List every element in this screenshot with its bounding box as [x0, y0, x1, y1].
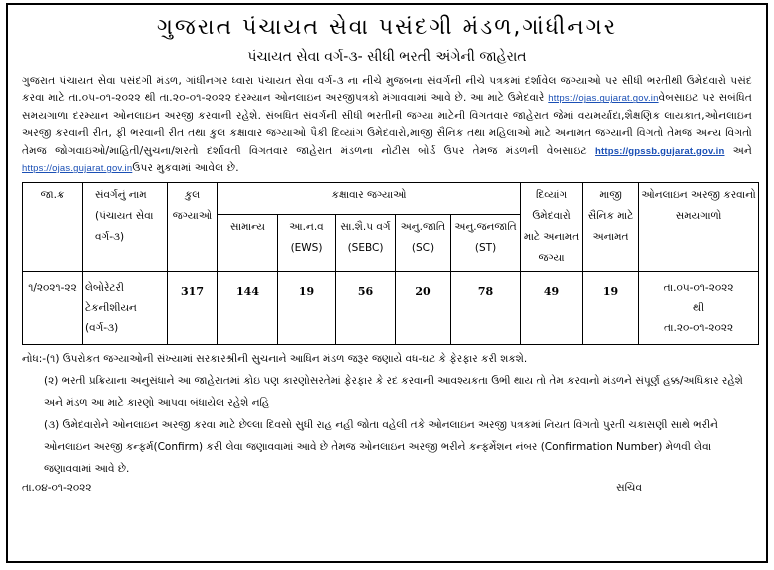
advertisement-page	[6, 3, 768, 563]
cell-sebc: 56	[336, 272, 396, 345]
cell-cadre: લેબોરેટરી ટેકનીશીયન (વર્ગ-૩)	[83, 272, 168, 345]
page-subtitle: પંચાયત સેવા વર્ગ-૩- સીધી ભરતી અંગેની જાહેરાત	[247, 49, 527, 65]
footer	[22, 482, 752, 495]
cell-ex-servicemen: 19	[583, 272, 639, 345]
ojas-link-2[interactable]: https://ojas.gujarat.gov.in	[22, 163, 133, 175]
intro-text-1: ગુજરાત પંચાયત સેવા પસંદગી મંડળ, ગાંધીનગર ધ્વારા પંચાયત સેવા વર્ગ-૩ ના નીચે મુજબના સંવર્ગની નીચે પત્રકમાં દર્શાવેલ જગ્યાઓ પર સીધી ભરતીથી ઉમેદવારો પસંદ કરવા માટે તા.૦૫-૦૧-૨૦૨૨ થી તા.૨૦-૦૧-૨૦૨૨ દરમ્યાન ઓનલાઇન અરજીપત્રકો મંગાવવામાં આવે છે. આ માટે ઉમેદવારે	[22, 75, 752, 105]
header-sebc: સા.શૈ.પ વર્ગ (SEBC)	[336, 215, 396, 272]
table-row	[23, 272, 759, 345]
header-sr: જા.ક્ર	[23, 183, 83, 272]
header-disabled: દિવ્યાંગ ઉમેદવારો માટે અનામત જગ્યા	[521, 183, 583, 272]
cell-st: 78	[451, 272, 521, 345]
cell-general: 144	[218, 272, 278, 345]
header-ews: આ.ન.વ (EWS)	[278, 215, 336, 272]
footer-date: તા.૦૪-૦૧-૨૦૨૨	[22, 482, 92, 495]
note-1: નોધ:-(૧) ઉપરોકત જગ્યાઓની સંખ્યામાં સરકારશ્રીની સુચનાને આધિન મંડળ જરૂર જણાયે વધ-ઘટ કે ફેરફાર કરી શકશે.	[22, 353, 528, 366]
header-total: કુલ જગ્યાઓ	[168, 183, 218, 272]
header-cadre: સંવર્ગનું નામ (પંચાયત સેવા વર્ગ-૩)	[83, 183, 168, 272]
cell-disabled: 49	[521, 272, 583, 345]
note-2: (૨) ભરતી પ્રક્રિયાના અનુસંધાને આ જાહેરાતમાં કોઇ પણ કારણોસરતેમાં ફેરફાર કે રદ કરવાની આવશ્યકતા ઉભી થાય તો તેમ કરવાનો મંડળને સંપૂર્ણ હક્ક/અધિકાર રહેશે અને મંડળ આ માટે કારણો આપવા બંધાયેલ રહેશે નહિ	[44, 375, 743, 410]
cell-sc: 20	[396, 272, 451, 345]
cell-sr: ૧/૨૦૨૧-૨૨	[23, 272, 83, 345]
page-title: ગુજરાત પંચાયત સેવા પસંદગી મંડળ,ગાંધીનગર	[156, 15, 618, 40]
header-st: અનુ.જનજાતિ (ST)	[451, 215, 521, 272]
header-period: ઓનલાઇન અરજી કરવાનો સમયગાળો	[639, 183, 759, 272]
note-3: (૩) ઉમેદવારોને ઓનલાઇન અરજી કરવા માટે છેલ્લા દિવસો સુધી રાહ નહી જોતા વહેલી તકે ઓનલાઇન અરજી પત્રકમાં નિયત વિગતો પુરતી ચકાસણી સાથે ભરીને ઓનલાઇન અરજી કન્ફર્મ(Confirm) કરી લેવા જણાવવામાં આવે છે તેમજ ઓનલાઇન અરજી ભરીને કન્ફર્મેશન નંબર (Confirmation Number) મેળવી લેવા જણાવવામાં આવે છે.	[44, 419, 718, 476]
cell-ews: 19	[278, 272, 336, 345]
header-general: સામાન્ય	[218, 215, 278, 272]
ojas-link[interactable]: https://ojas.gujarat.gov.in	[548, 93, 659, 105]
gpssb-link[interactable]: https://gpssb.gujarat.gov.in	[595, 145, 725, 157]
header-category-group: કક્ષાવાર જગ્યાઓ	[218, 183, 521, 215]
footer-signatory: સચિવ	[616, 482, 642, 495]
intro-text-4: ઉપર મુકવામાં આવેલ છે.	[132, 162, 239, 175]
period-mid: થી	[693, 302, 705, 315]
table-header-row	[23, 183, 759, 215]
period-to: તા.૨૦-૦૧-૨૦૨૨	[663, 322, 734, 335]
cell-total: 317	[168, 272, 218, 345]
intro-paragraph	[22, 73, 752, 177]
intro-text-2: વેબસાઇટ પર સબંધિત સમયગાળા દરમ્યાન ઓનલાઇન અરજી કરવાની રહેશે. સંબધિત સંવર્ગની સીધી ભરતીની જગ્યા માટેની વિગતવાર જાહેરાત જેમાં વયમર્યાદા,શૈક્ષણિક લાયકાત,ઓનલાઇન અરજી કરવાની રીત, ફી ભરવાની રીત તથા કુલ કક્ષાવાર જગ્યાઓ પૈકી દિવ્યાંગ ઉમેદવારો,માજી સૈનિક તથા મહિલાઓ માટે અનામત જગ્યાની વિગતો તેમજ અન્ય વિગતો તેમજ જોગવાઇઓ/માહિતી/સુચના/શરતો દર્શાવતી વિગતવાર જાહેરાત મંડળના નોટીસ બોર્ડ ઉપર તેમજ મંડળની વેબસાઇટ	[22, 92, 752, 157]
intro-text-3: અને	[732, 144, 753, 157]
notes-section	[22, 348, 752, 480]
vacancy-table	[22, 182, 759, 345]
cell-period	[639, 272, 759, 345]
header-sc: અનુ.જાતિ (SC)	[396, 215, 451, 272]
period-from: તા.૦૫-૦૧-૨૦૨૨	[663, 282, 734, 295]
header-ex-servicemen: માજી સૈનિક માટે અનામત	[583, 183, 639, 272]
